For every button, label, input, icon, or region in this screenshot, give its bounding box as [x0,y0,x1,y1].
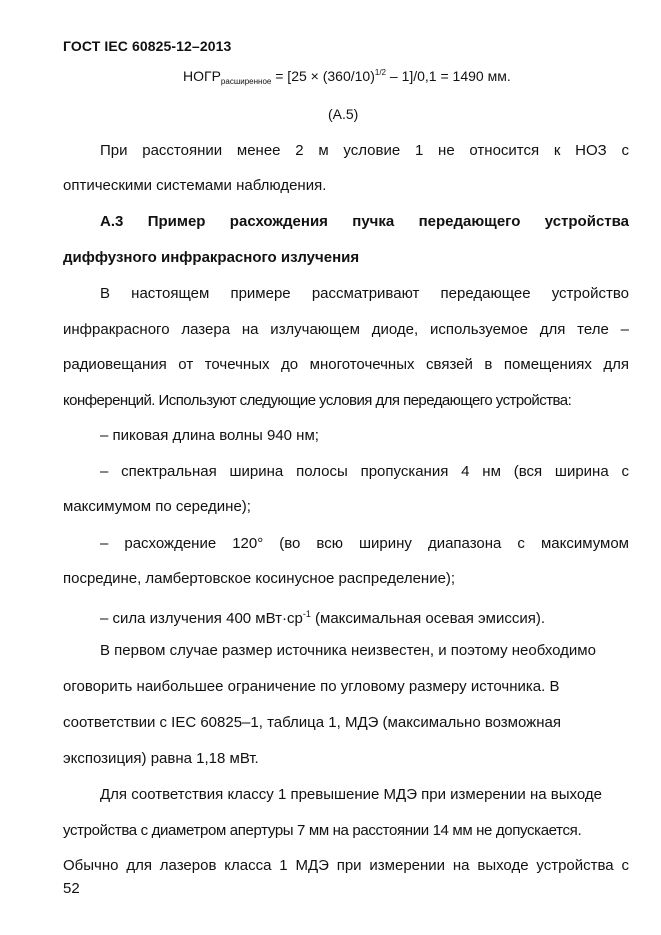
para2-line3: радиовещания от точечных до многоточечных связей в помещениях для [63,356,629,373]
para1-line1: При расстоянии менее 2 м условие 1 не относится к НОЗ с [100,142,629,159]
list-item-4-tail: (максимальная осевая эмиссия). [310,610,546,627]
para2-line2: инфракрасного лазера на излучающем диоде, используемое для теле – [63,321,629,338]
para3-line2: оговорить наибольшее ограничение по угловому размеру источника. В [63,678,560,695]
section-heading-line1: А.3 Пример расхождения пучка передающего устройства [100,213,629,230]
list-item-3-line1: – расхождение 120° (во всю ширину диапазона с максимумом [100,535,629,552]
list-item-4-exponent: -1 [302,609,311,619]
formula-part2: – 1]/0,1 = 1490 мм. [386,68,511,84]
para4-line2: устройства с диаметром апертуры 7 мм на расстоянии 14 мм не допускается. [63,822,582,839]
formula-lhs: НОГР [183,68,221,84]
para1-line2: оптическими системами наблюдения. [63,177,327,194]
list-item-4 [100,605,629,628]
formula-subscript: расширенное [220,77,272,86]
standard-header: ГОСТ IEC 60825-12–2013 [63,38,232,54]
section-heading-line2: диффузного инфракрасного излучения [63,249,360,266]
list-item-2-line2: максимумом по середине); [63,498,251,515]
list-item-2-line1: – спектральная ширина полосы пропускания 4 нм (вся ширина с [100,463,629,480]
para2-line4: конференций. Используют следующие условия для передающего устройства: [63,392,572,409]
para3-line3: соответствии с IEC 60825–1, таблица 1, МДЭ (максимально возможная [63,714,561,731]
formula-part1: = [25 × (360/10) [271,68,375,84]
para2-line1: В настоящем примере рассматривают передающее устройство [100,285,629,302]
para3-line1: В первом случае размер источника неизвестен, и поэтому необходимо [100,642,596,659]
para4-line3: Обычно для лазеров класса 1 МДЭ при измерении на выходе устройства с [63,857,629,874]
list-item-4-text: – сила излучения 400 мВт·ср [100,610,303,627]
para4-line1: Для соответствия классу 1 превышение МДЭ при измерении на выходе [100,786,602,803]
formula-exponent: 1/2 [374,68,386,77]
para3-line4: экспозиция) равна 1,18 мВт. [63,750,259,767]
equation-number: (А.5) [328,106,359,122]
list-item-1: – пиковая длина волны 940 нм; [100,427,319,444]
formula-a5 [183,68,511,86]
list-item-3-line2: посредине, ламбертовское косинусное распределение); [63,570,456,587]
page-number: 52 [63,880,80,897]
